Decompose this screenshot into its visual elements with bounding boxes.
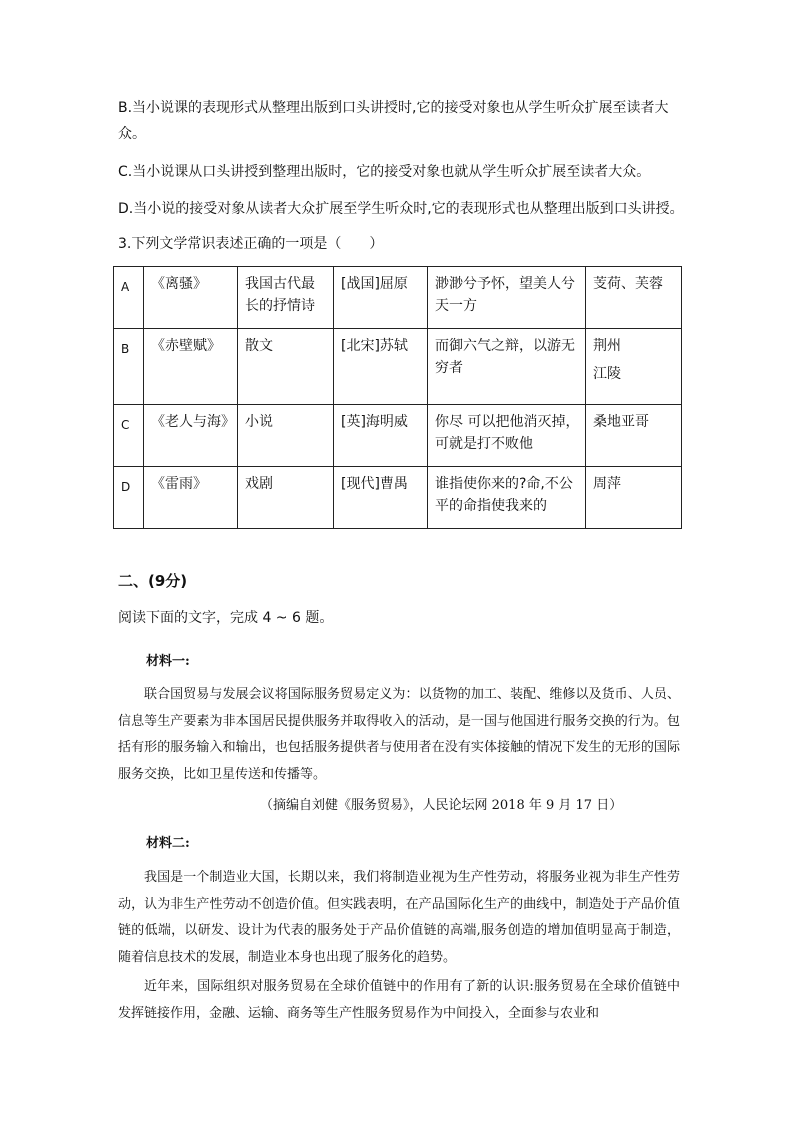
table-row xyxy=(114,467,682,529)
row-quote: 而御六气之辩，以游无穷者 xyxy=(428,329,586,405)
row-author: [战国]屈原 xyxy=(334,267,428,329)
row-extra xyxy=(586,267,682,329)
row-extra xyxy=(586,329,682,405)
row-quote: 你尽 可以把他消灭掉，可就是打不败他 xyxy=(428,405,586,467)
material-1-title: 材料一: xyxy=(146,654,190,669)
row-author: [现代]曹禺 xyxy=(334,467,428,529)
option-c: C.当小说课从口头讲授到整理出版时，它的接受对象也就从学生听众扩展至读者大众。 xyxy=(118,164,651,180)
row-author: [北宋]苏轼 xyxy=(334,329,428,405)
row-genre: 小说 xyxy=(238,405,334,467)
row-author: [英]海明威 xyxy=(334,405,428,467)
row-extra-2: 江陵 xyxy=(593,366,621,382)
row-letter: A xyxy=(114,267,144,329)
material-2-paragraph-1: 我国是一个制造业大国，长期以来，我们将制造业视为生产性劳动，将服务业视为非生产性劳动，认为非生产性劳动不创造价值。但实践表明，在产品国际化生产的曲线中，制造处于产品价值链的低端，以研发、设计为代表的服务处于产品价值链的高端,服务创造的增加值明显高于制造，随着信息技术的发展，制造业本身也出现了服务化的趋势。 xyxy=(118,870,680,965)
section-2-title: 二、(9分) xyxy=(118,572,188,590)
row-quote: 渺渺兮予怀，望美人兮天一方 xyxy=(428,267,586,329)
option-d: D.当小说的接受对象从读者大众扩展至学生听众时,它的表现形式也从整理出版到口头讲授。 xyxy=(118,201,684,217)
row-letter: C xyxy=(114,405,144,467)
option-b-line1: B.当小说课的表现形式从整理出版到口头讲授时,它的接受对象也从学生听众扩展至读者大 xyxy=(118,100,669,116)
option-b-line2: 众。 xyxy=(118,126,146,142)
material-2-title: 材料二: xyxy=(146,836,190,851)
row-extra xyxy=(586,405,682,467)
row-genre: 散文 xyxy=(238,329,334,405)
material-2-paragraph-2: 近年来，国际组织对服务贸易在全球价值链中的作用有了新的认识:服务贸易在全球价值链中发挥链接作用，金融、运输、商务等生产性服务贸易作为中间投入，全面参与农业和 xyxy=(118,979,680,1021)
row-extra-1: 芰荷、芙蓉 xyxy=(593,276,663,292)
row-letter: B xyxy=(114,329,144,405)
material-1-text: 联合国贸易与发展会议将国际服务贸易定义为：以货物的加工、装配、维修以及货币、人员、信息等生产要素为非本国居民提供服务并取得收入的活动，是一国与他国进行服务交换的行为。包括有形的服务输入和输出，也包括服务提供者与使用者在没有实体接触的情况下发生的无形的国际服务交换，比如卫星传送和传播等。 xyxy=(118,687,680,782)
question-3: 3.下列文学常识表述正确的一项是（ ） xyxy=(118,236,384,252)
row-work: 《离骚》 xyxy=(144,267,238,329)
row-genre: 我国古代最长的抒情诗 xyxy=(238,267,334,329)
table-row xyxy=(114,405,682,467)
row-genre: 戏剧 xyxy=(238,467,334,529)
row-extra xyxy=(586,467,682,529)
row-letter: D xyxy=(114,467,144,529)
literature-table xyxy=(113,266,682,529)
material-1-source: （摘编自刘健《服务贸易》，人民论坛网 2018 年 9 月 17 日） xyxy=(260,798,623,813)
row-work: 《雷雨》 xyxy=(144,467,238,529)
row-extra-1: 周萍 xyxy=(593,476,621,492)
row-work: 《赤壁赋》 xyxy=(144,329,238,405)
row-quote: 谁指使你来的?命,不公平的命指使我来的 xyxy=(428,467,586,529)
row-work: 《老人与海》 xyxy=(144,405,238,467)
table-row xyxy=(114,329,682,405)
row-extra-1: 荆州 xyxy=(593,338,621,354)
row-extra-1: 桑地亚哥 xyxy=(593,414,649,430)
section-2-instruction: 阅读下面的文字，完成 4 ~ 6 题。 xyxy=(118,610,334,626)
table-row xyxy=(114,267,682,329)
